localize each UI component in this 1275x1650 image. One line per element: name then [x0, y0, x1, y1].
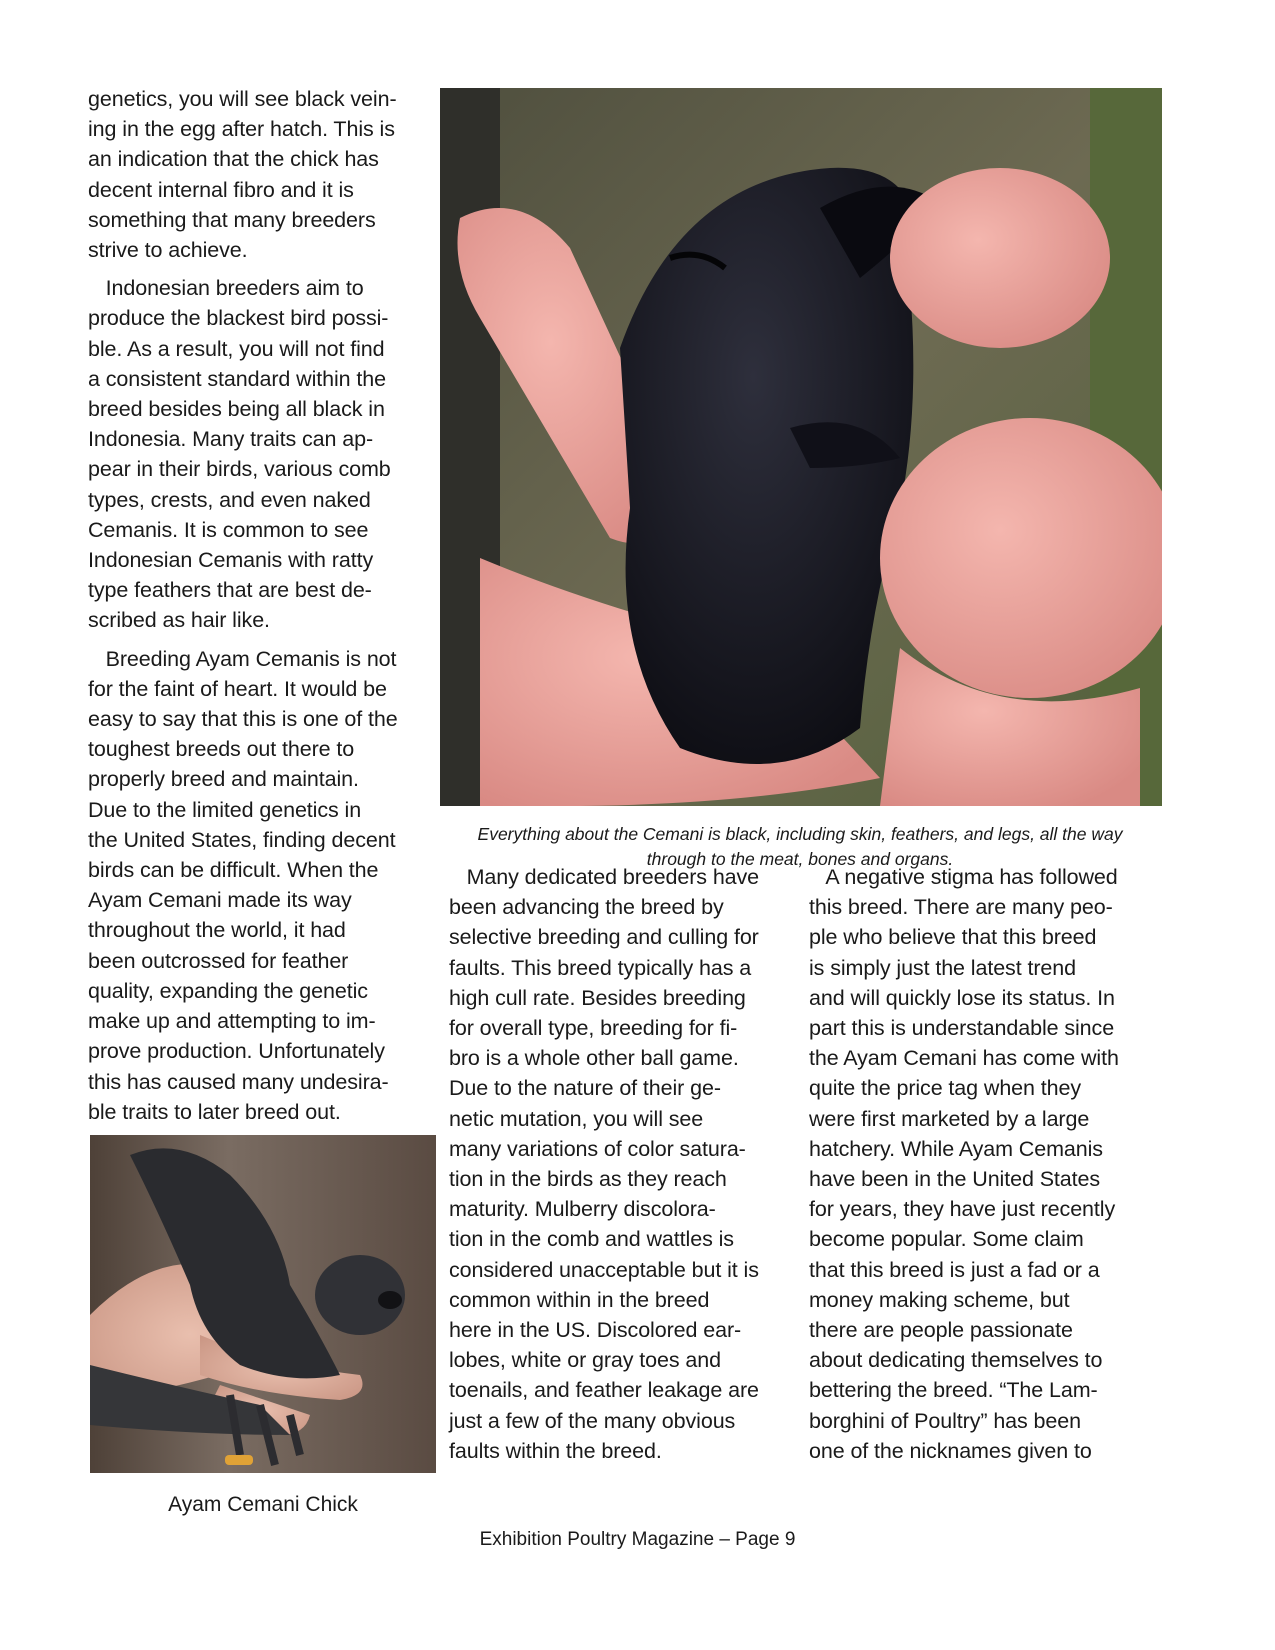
body-line: for overall type, breeding for fi-: [449, 1016, 738, 1041]
body-line: money making scheme, but: [809, 1287, 1070, 1312]
body-line: pear in their birds, various comb: [88, 457, 391, 482]
body-line: types, crests, and even naked: [88, 487, 371, 512]
body-line: throughout the world, it had: [88, 918, 346, 943]
body-line: Ayam Cemani made its way: [88, 888, 352, 913]
body-line: produce the blackest bird possi-: [88, 306, 389, 331]
body-line: selective breeding and culling for: [449, 925, 759, 950]
body-line: birds can be difficult. When the: [88, 858, 379, 883]
body-line: the Ayam Cemani has come with: [809, 1046, 1119, 1071]
caption-line: Everything about the Cemani is black, including skin, feathers, and legs, all the way: [477, 824, 1123, 844]
body-line: Indonesian Cemanis with ratty: [88, 548, 374, 573]
body-line: quality, expanding the genetic: [88, 978, 368, 1003]
body-line: Due to the nature of their ge-: [449, 1076, 721, 1101]
body-line: ble. As a result, you will not find: [88, 336, 385, 361]
body-line: genetics, you will see black vein-: [88, 87, 397, 111]
body-line: common within in the breed: [449, 1287, 710, 1312]
body-line: bettering the breed. “The Lam-: [809, 1378, 1098, 1403]
body-line: type feathers that are best de-: [88, 578, 372, 603]
body-line: become popular. Some claim: [809, 1227, 1084, 1252]
body-line: scribed as hair like.: [88, 608, 270, 633]
chick-photo-caption: Ayam Cemani Chick: [168, 1493, 358, 1516]
body-line: ble traits to later breed out.: [88, 1099, 341, 1124]
body-line: ing in the egg after hatch. This is: [88, 117, 395, 142]
body-line: netic mutation, you will see: [449, 1106, 704, 1131]
body-line: high cull rate. Besides breeding: [449, 985, 746, 1010]
body-line: easy to say that this is one of the: [88, 707, 398, 732]
body-line: Breeding Ayam Cemanis is not: [88, 646, 397, 671]
body-line: there are people passionate: [809, 1318, 1073, 1343]
body-line: Indonesian breeders aim to: [88, 276, 364, 301]
body-line: tion in the comb and wattles is: [449, 1227, 734, 1252]
body-line: borghini of Poultry” has been: [809, 1408, 1081, 1433]
page-footer: Exhibition Poultry Magazine – Page 9: [479, 1529, 796, 1550]
body-line: faults. This breed typically has a: [449, 955, 752, 980]
body-line: ple who believe that this breed: [809, 925, 1097, 950]
body-line: hatchery. While Ayam Cemanis: [809, 1136, 1103, 1161]
body-line: were first marketed by a large: [809, 1106, 1090, 1131]
body-line: toughest breeds out there to: [88, 737, 355, 762]
body-line: prove production. Unfortunately: [88, 1039, 385, 1064]
body-line: tion in the birds as they reach: [449, 1167, 727, 1192]
cemani-head-photo: [440, 88, 1162, 806]
cemani-chick-photo: [90, 1135, 436, 1473]
body-line: faults within the breed.: [449, 1438, 662, 1463]
body-line: Many dedicated breeders have: [449, 865, 760, 889]
body-line: A negative stigma has followed: [809, 865, 1118, 889]
body-line: this has caused many undesira-: [88, 1069, 389, 1094]
body-line: considered unacceptable but it is: [449, 1257, 759, 1282]
body-line: and will quickly lose its status. In: [809, 985, 1115, 1010]
right-column: [809, 862, 1164, 1466]
body-line: have been in the United States: [809, 1167, 1101, 1192]
body-line: for the faint of heart. It would be: [88, 676, 387, 701]
body-line: bro is a whole other ball game.: [449, 1046, 739, 1071]
body-line: breed besides being all black in: [88, 397, 385, 422]
body-line: about dedicating themselves to: [809, 1348, 1103, 1373]
body-line: Cemanis. It is common to see: [88, 517, 369, 542]
body-line: the United States, finding decent: [88, 827, 396, 852]
body-line: make up and attempting to im-: [88, 1009, 376, 1034]
body-line: lobes, white or gray toes and: [449, 1348, 721, 1373]
left-column: [88, 84, 428, 1127]
body-line: toenails, and feather leakage are: [449, 1378, 759, 1403]
body-line: for years, they have just recently: [809, 1197, 1116, 1222]
body-line: something that many breeders: [88, 207, 376, 232]
body-line: a consistent standard within the: [88, 366, 386, 391]
middle-column: [449, 862, 794, 1466]
body-line: that this breed is just a fad or a: [809, 1257, 1100, 1282]
body-line: is simply just the latest trend: [809, 955, 1076, 980]
body-line: here in the US. Discolored ear-: [449, 1318, 742, 1343]
body-line: part this is understandable since: [809, 1016, 1115, 1041]
body-line: been advancing the breed by: [449, 895, 724, 920]
body-line: Indonesia. Many traits can ap-: [88, 427, 374, 452]
body-line: decent internal fibro and it is: [88, 177, 354, 202]
body-line: many variations of color satura-: [449, 1136, 746, 1161]
body-line: strive to achieve.: [88, 238, 248, 263]
body-line: quite the price tag when they: [809, 1076, 1082, 1101]
body-line: one of the nicknames given to: [809, 1438, 1092, 1463]
body-line: maturity. Mulberry discolora-: [449, 1197, 716, 1222]
body-line: just a few of the many obvious: [449, 1408, 736, 1433]
body-line: been outcrossed for feather: [88, 948, 349, 973]
body-line: an indication that the chick has: [88, 147, 379, 172]
body-line: properly breed and maintain.: [88, 767, 359, 792]
body-line: Due to the limited genetics in: [88, 797, 362, 822]
body-line: this breed. There are many peo-: [809, 895, 1113, 920]
caption-line: through to the meat, bones and organs.: [646, 849, 954, 869]
